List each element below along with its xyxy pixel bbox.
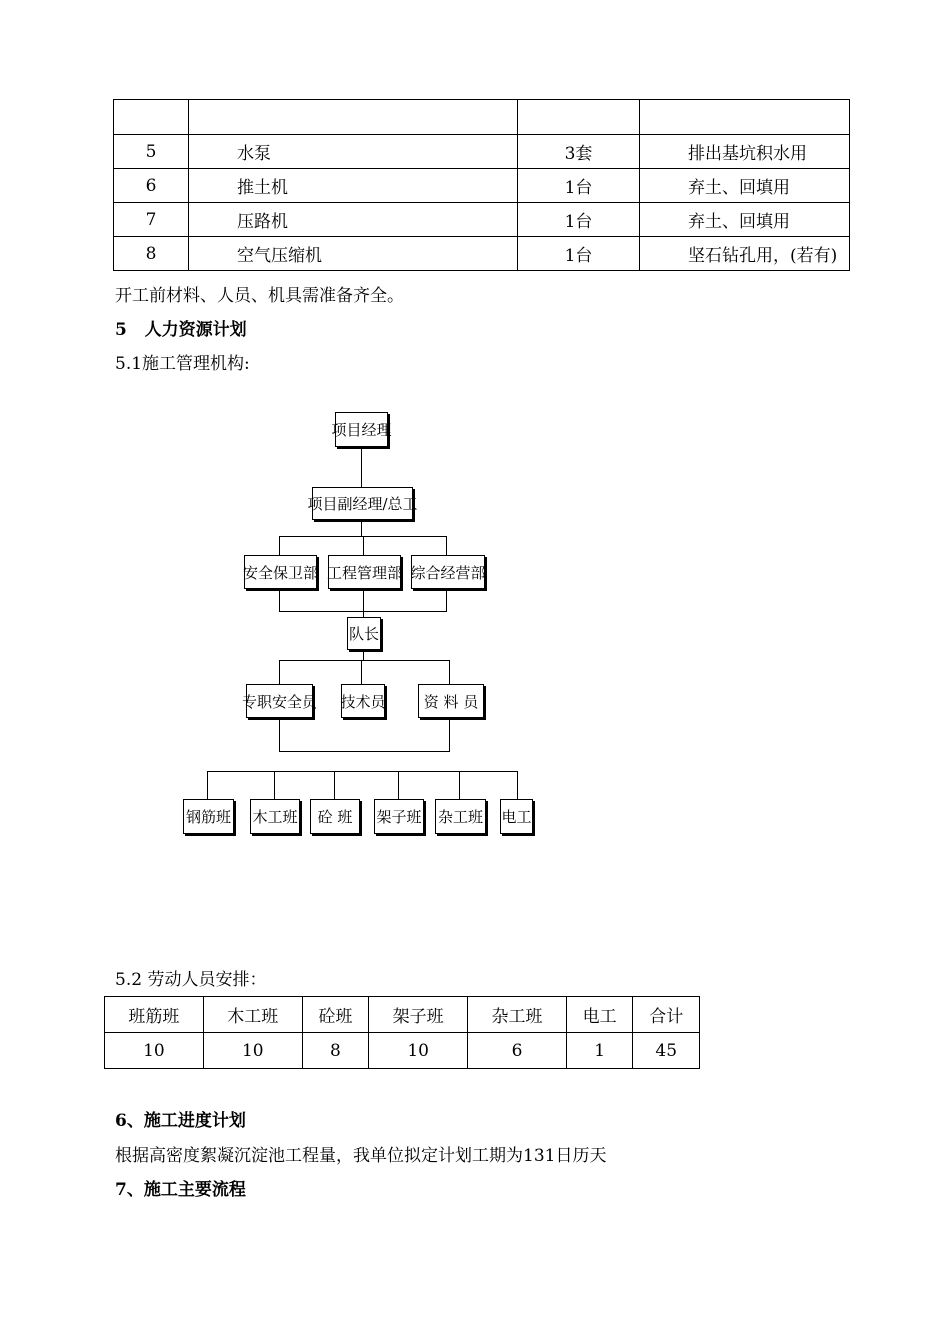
value-cell: 10 xyxy=(105,1033,204,1069)
connector-line xyxy=(446,536,447,555)
connector-line xyxy=(279,536,280,555)
value-cell: 6 xyxy=(468,1033,567,1069)
org-box-document-clerk: 资 料 员 xyxy=(418,684,484,718)
connector-line xyxy=(361,660,362,684)
cell-qty: 1台 xyxy=(518,203,640,237)
value-cell: 10 xyxy=(203,1033,302,1069)
cell-no: 8 xyxy=(114,237,189,271)
org-box-operations-dept: 综合经营部 xyxy=(411,555,485,589)
header-cell: 架子班 xyxy=(369,997,468,1033)
header-cell: 班筋班 xyxy=(105,997,204,1033)
org-box-rebar-team: 钢筋班 xyxy=(183,799,234,834)
cell-qty: 1台 xyxy=(518,169,640,203)
cell-qty xyxy=(518,100,640,135)
connector-line xyxy=(207,771,518,772)
header-cell: 杂工班 xyxy=(468,997,567,1033)
cell-no: 7 xyxy=(114,203,189,237)
value-cell: 45 xyxy=(633,1033,700,1069)
connector-line xyxy=(517,771,518,799)
section-5-number: 5 xyxy=(115,320,127,340)
table-header-row xyxy=(105,997,700,1033)
table-row xyxy=(114,203,850,237)
equipment-table xyxy=(113,99,850,271)
section-5-title: 人力资源计划 xyxy=(144,320,247,340)
connector-line xyxy=(279,660,450,661)
preparation-note: 开工前材料、人员、机具需准备齐全。 xyxy=(115,286,404,306)
connector-line xyxy=(363,536,364,555)
org-box-electrician: 电工 xyxy=(500,799,533,834)
table-row xyxy=(114,169,850,203)
cell-qty: 1台 xyxy=(518,237,640,271)
connector-line xyxy=(398,771,399,799)
section-7-heading: 7、施工主要流程 xyxy=(115,1180,246,1200)
cell-use xyxy=(640,100,850,135)
cell-use: 坚石钻孔用，(若有) xyxy=(640,237,850,271)
section-5-2-heading: 5.2 劳动人员安排： xyxy=(115,970,267,990)
connector-line xyxy=(363,587,364,617)
value-cell: 8 xyxy=(302,1033,369,1069)
value-cell: 1 xyxy=(566,1033,633,1069)
section-6-heading: 6、施工进度计划 xyxy=(115,1111,246,1131)
cell-name: 水泵 xyxy=(189,135,518,169)
header-cell: 合计 xyxy=(633,997,700,1033)
org-box-engineering-dept: 工程管理部 xyxy=(328,555,401,589)
table-row xyxy=(114,237,850,271)
cell-qty: 3套 xyxy=(518,135,640,169)
table-row xyxy=(105,1033,700,1069)
org-box-captain: 队长 xyxy=(347,617,381,650)
section-6-text: 根据高密度絮凝沉淀池工程量，我单位拟定计划工期为131日历天 xyxy=(115,1146,607,1166)
org-box-scaffold-team: 架子班 xyxy=(374,799,424,834)
org-box-concrete-team: 砼 班 xyxy=(310,799,360,834)
connector-line xyxy=(459,771,460,799)
org-box-carpentry-team: 木工班 xyxy=(250,799,300,834)
section-5-heading xyxy=(115,315,247,340)
connector-line xyxy=(361,518,362,536)
connector-line xyxy=(279,587,280,612)
org-box-deputy-manager: 项目副经理/总工 xyxy=(312,487,413,520)
org-box-security-dept: 安全保卫部 xyxy=(244,555,317,589)
connector-line xyxy=(207,771,208,799)
cell-name: 压路机 xyxy=(189,203,518,237)
cell-use: 排出基坑积水用 xyxy=(640,135,850,169)
cell-use: 弃土、回填用 xyxy=(640,169,850,203)
org-box-technician: 技术员 xyxy=(341,684,385,718)
header-cell: 木工班 xyxy=(203,997,302,1033)
org-box-general-team: 杂工班 xyxy=(435,799,486,834)
cell-name: 空气压缩机 xyxy=(189,237,518,271)
connector-line xyxy=(334,771,335,799)
org-box-safety-officer: 专职安全员 xyxy=(246,684,313,718)
header-cell: 砼班 xyxy=(302,997,369,1033)
cell-use: 弃土、回填用 xyxy=(640,203,850,237)
cell-no: 6 xyxy=(114,169,189,203)
value-cell: 10 xyxy=(369,1033,468,1069)
connector-line xyxy=(274,771,275,799)
cell-name xyxy=(189,100,518,135)
cell-name: 推土机 xyxy=(189,169,518,203)
table-row xyxy=(114,135,850,169)
cell-no: 5 xyxy=(114,135,189,169)
labor-table xyxy=(104,996,700,1069)
connector-line xyxy=(361,446,362,488)
header-cell: 电工 xyxy=(566,997,633,1033)
section-5-1-heading: 5.1施工管理机构: xyxy=(115,354,250,374)
connector-line xyxy=(446,587,447,612)
cell-no xyxy=(114,100,189,135)
table-row xyxy=(114,100,850,135)
org-box-project-manager: 项目经理 xyxy=(335,412,388,447)
connector-line xyxy=(279,751,450,752)
